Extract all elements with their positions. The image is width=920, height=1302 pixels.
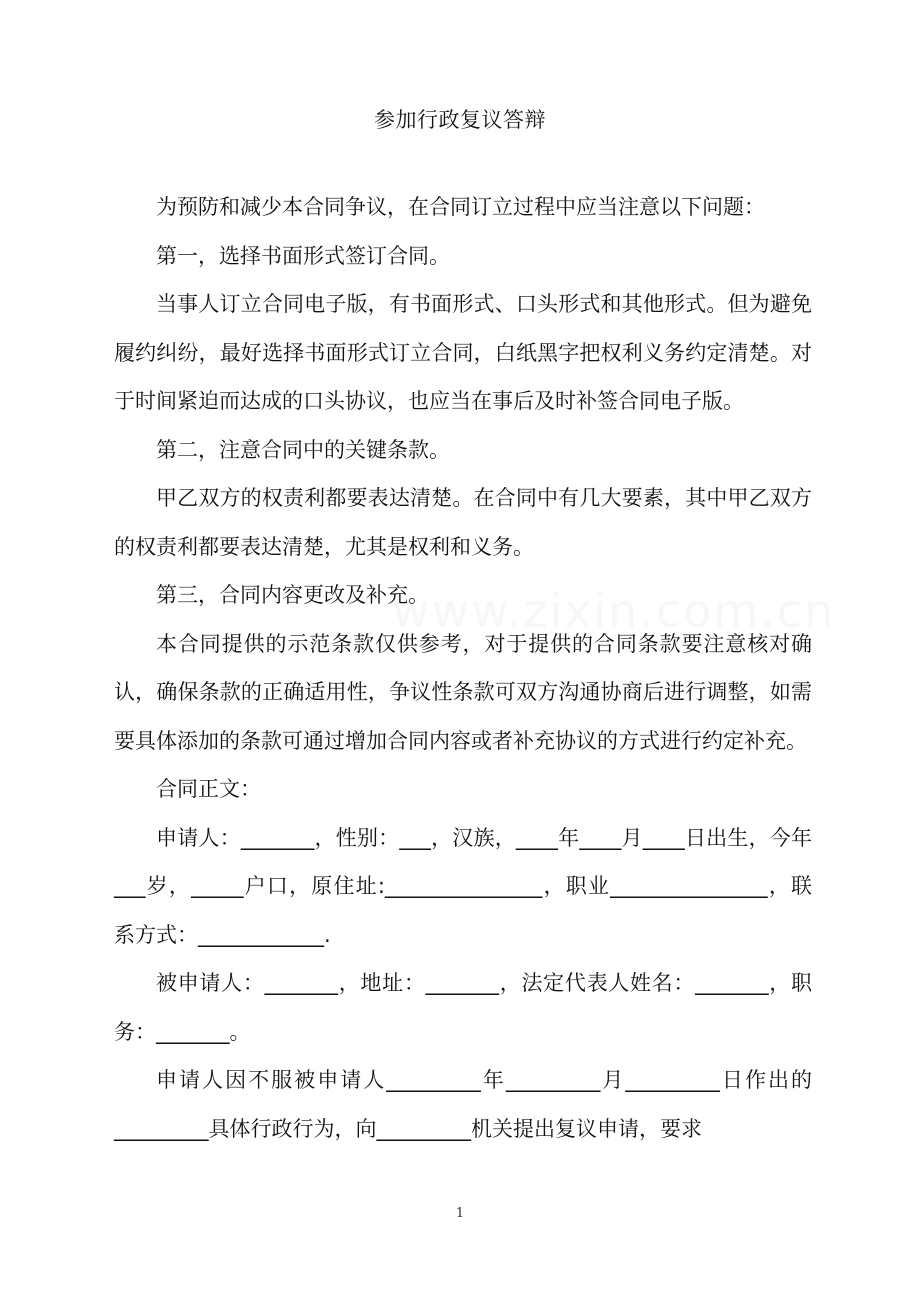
paragraph-respondent: 被申请人：_______，地址：_______，法定代表人姓名：_______，职务：_______。 — [114, 971, 812, 1044]
paragraph-applicant: 申请人：_______，性别：___，汉族，____年____月____日出生，今年___岁，_____户口，原住址:_______________，职业_______________，联系方式：____________. — [114, 825, 812, 947]
paragraph-intro: 为预防和减少本合同争议，在合同订立过程中应当注意以下问题： — [156, 195, 765, 219]
paragraph-written-form: 当事人订立合同电子版，有书面形式、口头形式和其他形式。但为避免履约纠纷，最好选择书面形式订立合同，白纸黑字把权利义务约定清楚。对于时间紧迫而达成的口头协议，也应当在事后及时补签合同电子版。 — [114, 292, 812, 413]
paragraph-heading-2: 第二，注意合同中的关键条款。 — [156, 437, 450, 462]
paragraph-key-terms: 甲乙双方的权责利都要表达清楚。在合同中有几大要素，其中甲乙双方的权责利都要表达清楚，尤其是权利和义务。 — [114, 486, 812, 559]
paragraph-heading-1: 第一，选择书面形式签订合同。 — [156, 243, 450, 268]
paragraph-heading-3: 第三，合同内容更改及补充。 — [156, 583, 429, 607]
paragraph-request: 申请人因不服被申请人_________年_________月_________日作出的_________具体行政行为，向_________机关提出复议申请，要求 — [114, 1068, 812, 1141]
document-body — [114, 183, 812, 1153]
page-number: 1 — [455, 1206, 465, 1221]
watermark: www.zixin.com.cn — [392, 584, 836, 638]
paragraph-contract-body-label: 合同正文： — [156, 777, 261, 801]
paragraph-changes: 本合同提供的示范条款仅供参考，对于提供的合同条款要注意核对确认，确保条款的正确适用性，争议性条款可双方沟通协商后进行调整，如需要具体添加的条款可通过增加合同内容或者补充协议的方式进行约定补充。 — [114, 631, 812, 753]
document-title: 参加行政复议答辩 — [374, 108, 546, 132]
